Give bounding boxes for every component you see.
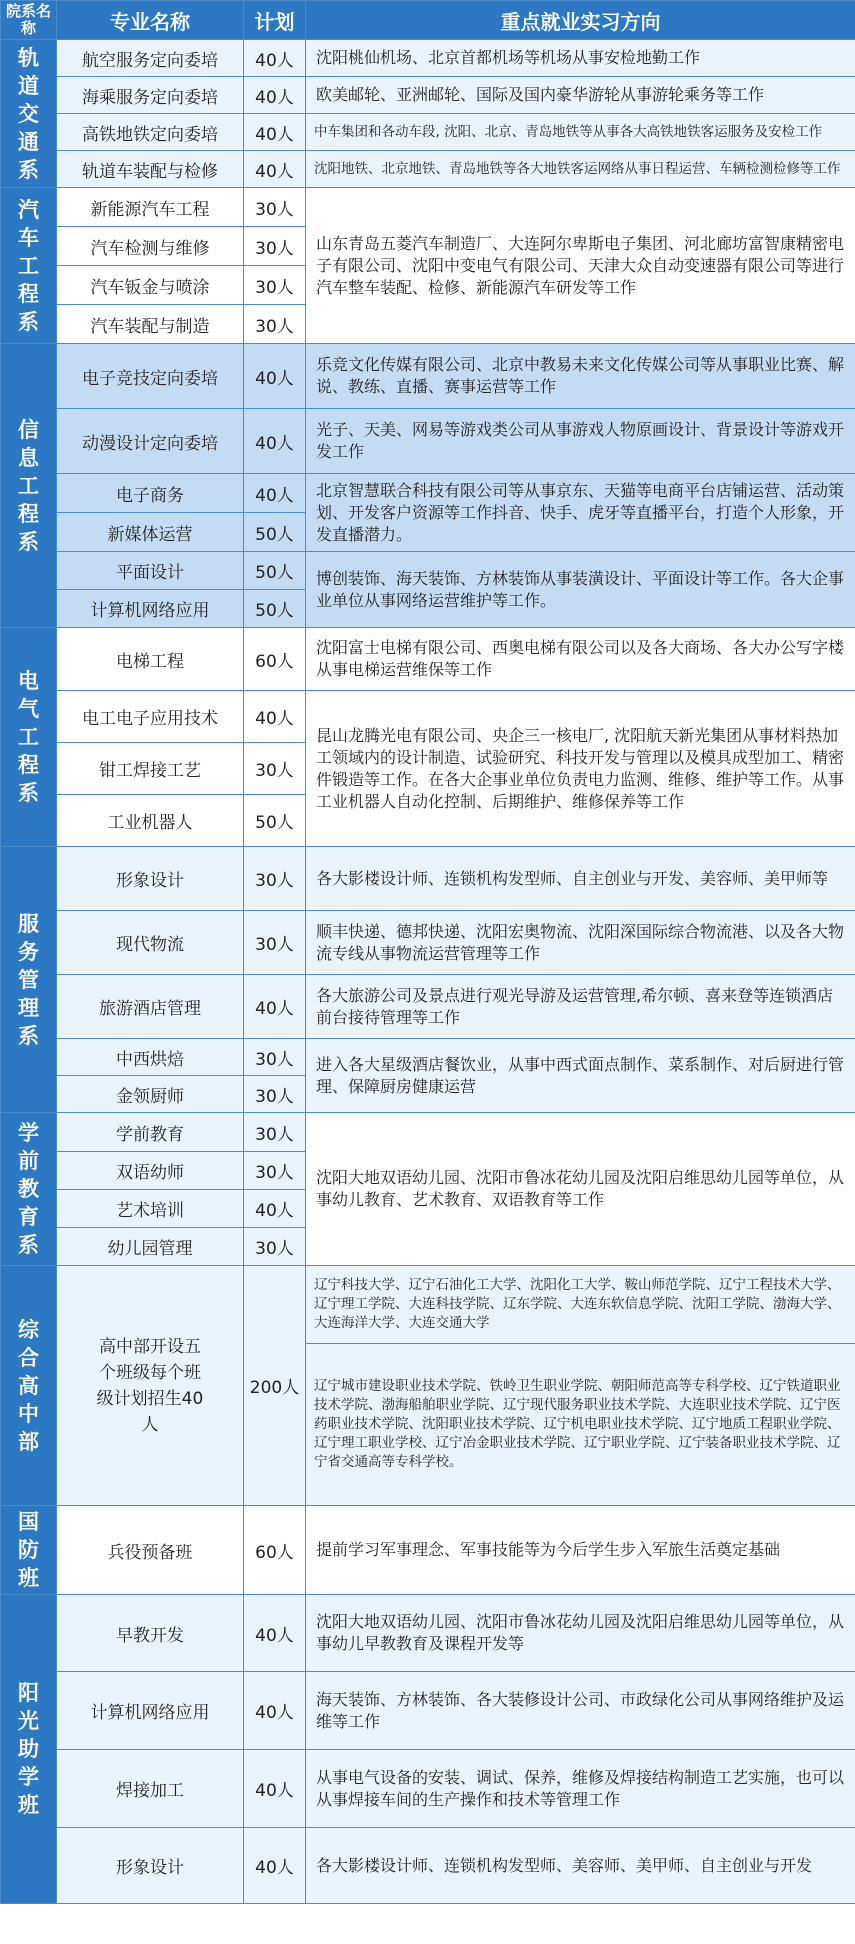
major-cell: 幼儿园管理: [57, 1228, 244, 1266]
major-cell: 新能源汽车工程: [57, 188, 244, 227]
plan-cell: 40人: [244, 474, 306, 513]
table-row: [1, 552, 855, 590]
direction-cell: 光子、天美、网易等游戏类公司从事游戏人物原画设计、背景设计等游戏开发工作: [306, 409, 855, 474]
plan-cell: 40人: [244, 1595, 306, 1672]
table-row: [1, 691, 855, 743]
dept-cell: 综合高中部: [1, 1266, 57, 1506]
plan-cell: 30人: [244, 227, 306, 266]
table-row: [1, 77, 855, 114]
major-cell: 双语幼师: [57, 1152, 244, 1190]
plan-cell: 50人: [244, 552, 306, 590]
plan-cell: 40人: [244, 1750, 306, 1828]
plan-cell: 30人: [244, 305, 306, 344]
plan-cell: 30人: [244, 1076, 306, 1113]
table-row: [1, 344, 855, 409]
major-cell: 学前教育: [57, 1113, 244, 1152]
header-major: 专业名称: [57, 1, 244, 40]
major-cell: 计算机网络应用: [57, 590, 244, 628]
major-cell: 动漫设计定向委培: [57, 409, 244, 474]
major-cell: 兵役预备班: [57, 1506, 244, 1595]
plan-cell: 40人: [244, 1190, 306, 1228]
major-cell: 金领厨师: [57, 1076, 244, 1113]
table-row: [1, 40, 855, 77]
major-cell: 钳工焊接工艺: [57, 743, 244, 795]
dept-cell: 学前教育系: [1, 1113, 57, 1266]
dept-cell: 轨道交通系: [1, 40, 57, 188]
plan-cell: 30人: [244, 188, 306, 227]
plan-cell: 50人: [244, 590, 306, 628]
direction-cell: 北京智慧联合科技有限公司等从事京东、天猫等电商平台店铺运营、活动策划、开发客户资源等工作抖音、快手、虎牙等直播平台，打造个人形象，开发直播潜力。: [306, 474, 855, 552]
major-cell: 电梯工程: [57, 628, 244, 691]
table-row: [1, 409, 855, 474]
major-cell: 计算机网络应用: [57, 1672, 244, 1750]
table-row: [1, 1039, 855, 1076]
direction-cell: 海天装饰、方林装饰、各大装修设计公司、市政绿化公司从事网络维护及运维等工作: [306, 1672, 855, 1750]
header-dept: 院系名称: [1, 1, 57, 40]
table-row: [1, 975, 855, 1039]
major-cell: 汽车钣金与喷涂: [57, 266, 244, 305]
direction-cell: 沈阳地铁、北京地铁、青岛地铁等各大地铁客运网络从事日程运营、车辆检测检修等工作: [306, 151, 855, 188]
major-cell: 中西烘焙: [57, 1039, 244, 1076]
table-row: [1, 151, 855, 188]
plan-cell: 40人: [244, 40, 306, 77]
direction-cell: 博创装饰、海天装饰、方林装饰从事装潢设计、平面设计等工作。各大企事业单位从事网络运营维护等工作。: [306, 552, 855, 628]
plan-cell: 40人: [244, 114, 306, 151]
direction-cell: 中车集团和各动车段, 沈阳、北京、青岛地铁等从事各大高铁地铁客运服务及安检工作: [306, 114, 855, 151]
direction-cell: 沈阳大地双语幼儿园、沈阳市鲁冰花幼儿园及沈阳启维思幼儿园等单位，从事幼儿早教教育及课程开发等: [306, 1595, 855, 1672]
plan-cell: 40人: [244, 975, 306, 1039]
major-cell: 形象设计: [57, 847, 244, 911]
direction-cell: 辽宁科技大学、辽宁石油化工大学、沈阳化工大学、鞍山师范学院、辽宁工程技术大学、辽宁理工学院、大连科技学院、辽东学院、大连东软信息学院、沈阳工学院、渤海大学、大连海洋大学、大连交通大学: [306, 1266, 855, 1344]
plan-cell: 40人: [244, 77, 306, 114]
plan-cell: 30人: [244, 1228, 306, 1266]
direction-cell: 沈阳大地双语幼儿园、沈阳市鲁冰花幼儿园及沈阳启维思幼儿园等单位，从事幼儿教育、艺术教育、双语教育等工作: [306, 1113, 855, 1266]
table-row: [1, 1828, 855, 1904]
plan-cell: 60人: [244, 628, 306, 691]
table-row: [1, 847, 855, 911]
header-plan: 计划: [244, 1, 306, 40]
plan-cell: 30人: [244, 266, 306, 305]
header-direction: 重点就业实习方向: [306, 1, 855, 40]
dept-cell: 电气工程系: [1, 628, 57, 847]
major-cell: 轨道车装配与检修: [57, 151, 244, 188]
major-cell: 焊接加工: [57, 1750, 244, 1828]
plan-cell: 40人: [244, 344, 306, 409]
major-cell: 早教开发: [57, 1595, 244, 1672]
plan-cell: 30人: [244, 911, 306, 975]
direction-cell: 各大影楼设计师、连锁机构发型师、美容师、美甲师、自主创业与开发: [306, 1828, 855, 1904]
direction-cell: 山东青岛五菱汽车制造厂、大连阿尔卑斯电子集团、河北廊坊富智康精密电子有限公司、沈阳中变电气有限公司、天津大众自动变速器有限公司等进行汽车整车装配、检修、新能源汽车研发等工作: [306, 188, 855, 344]
direction-cell: 欧美邮轮、亚洲邮轮、国际及国内豪华游轮从事游轮乘务等工作: [306, 77, 855, 114]
plan-cell: 60人: [244, 1506, 306, 1595]
direction-cell: 各大旅游公司及景点进行观光导游及运营管理,希尔顿、喜来登等连锁酒店前台接待管理等工作: [306, 975, 855, 1039]
direction-cell: 沈阳桃仙机场、北京首都机场等机场从事安检地勤工作: [306, 40, 855, 77]
direction-cell: 沈阳富士电梯有限公司、西奥电梯有限公司以及各大商场、各大办公写字楼从事电梯运营维保等工作: [306, 628, 855, 691]
major-cell: 汽车检测与维修: [57, 227, 244, 266]
plan-cell: 30人: [244, 743, 306, 795]
major-cell: [57, 1266, 244, 1506]
major-cell: 形象设计: [57, 1828, 244, 1904]
major-cell: 旅游酒店管理: [57, 975, 244, 1039]
dept-cell: 国防班: [1, 1506, 57, 1595]
direction-cell: 辽宁城市建设职业技术学院、铁岭卫生职业学院、朝阳师范高等专科学校、辽宁铁道职业技术学院、渤海船舶职业学院、辽宁现代服务职业技术学院、大连职业技术学院、辽宁医药职业技术学院、沈阳职业技术学院、辽宁机电职业技术学院、辽宁地质工程职业学院、辽宁理工职业学校、辽宁冶金职业技术学院、辽宁职业学院、辽宁装备职业技术学院、辽宁省交通高等专科学校。: [306, 1344, 855, 1506]
direction-cell: 从事电气设备的安装、调试、保养，维修及焊接结构制造工艺实施，也可以从事焊接车间的生产操作和技术等管理工作: [306, 1750, 855, 1828]
plan-cell: 40人: [244, 1828, 306, 1904]
major-cell: 海乘服务定向委培: [57, 77, 244, 114]
table-row: [1, 1506, 855, 1595]
table-row: [1, 188, 855, 227]
plan-cell: 40人: [244, 409, 306, 474]
plan-cell: 50人: [244, 513, 306, 552]
table-row: [1, 474, 855, 513]
major-cell: 电子商务: [57, 474, 244, 513]
plan-cell: 30人: [244, 1039, 306, 1076]
dept-cell: 信息工程系: [1, 344, 57, 628]
plan-cell: 30人: [244, 847, 306, 911]
major-cell: 新媒体运营: [57, 513, 244, 552]
dept-cell: 服务管理系: [1, 847, 57, 1113]
table-row: [1, 628, 855, 691]
direction-cell: 乐竞文化传媒有限公司、北京中教易未来文化传媒公司等从事职业比赛、解说、教练、直播、赛事运营等工作: [306, 344, 855, 409]
table-row: [1, 1113, 855, 1152]
major-cell: 汽车装配与制造: [57, 305, 244, 344]
major-cell: 高铁地铁定向委培: [57, 114, 244, 151]
table-row: [1, 1750, 855, 1828]
major-cell: 工业机器人: [57, 795, 244, 847]
direction-cell: 提前学习军事理念、军事技能等为今后学生步入军旅生活奠定基础: [306, 1506, 855, 1595]
plan-cell: 40人: [244, 151, 306, 188]
plan-cell: 50人: [244, 795, 306, 847]
plan-cell: 40人: [244, 691, 306, 743]
major-text: 高中部开设五个班级每个班级计划招生40人: [96, 1336, 204, 1435]
dept-cell: 阳光助学班: [1, 1595, 57, 1904]
dept-cell: 汽车工程系: [1, 188, 57, 344]
table-header-row: [1, 1, 855, 40]
direction-cell: 进入各大星级酒店餐饮业，从事中西式面点制作、菜系制作、对后厨进行管理、保障厨房健康运营: [306, 1039, 855, 1113]
major-cell: 航空服务定向委培: [57, 40, 244, 77]
major-cell: 电子竞技定向委培: [57, 344, 244, 409]
direction-cell: 顺丰快递、德邦快递、沈阳宏奥物流、沈阳深国际综合物流港、以及各大物流专线从事物流运营管理等工作: [306, 911, 855, 975]
direction-cell: 昆山龙腾光电有限公司、央企三一核电厂, 沈阳航天新光集团从事材料热加工领域内的设计制造、试验研究、科技开发与管理以及模具成型加工、精密件锻造等工作。在各大企事业单位负责电力监测、维修、维护等工作。从事工业机器人自动化控制、后期维护、维修保养等工作: [306, 691, 855, 847]
major-cell: 现代物流: [57, 911, 244, 975]
plan-cell: 200人: [244, 1266, 306, 1506]
direction-cell: 各大影楼设计师、连锁机构发型师、自主创业与开发、美容师、美甲师等: [306, 847, 855, 911]
table-row: [1, 1266, 855, 1344]
plan-cell: 40人: [244, 1672, 306, 1750]
table-row: [1, 1672, 855, 1750]
table-row: [1, 911, 855, 975]
table-row: [1, 1595, 855, 1672]
major-cell: 电工电子应用技术: [57, 691, 244, 743]
major-cell: 艺术培训: [57, 1190, 244, 1228]
table-row: [1, 114, 855, 151]
plan-cell: 30人: [244, 1113, 306, 1152]
major-cell: 平面设计: [57, 552, 244, 590]
plan-cell: 30人: [244, 1152, 306, 1190]
